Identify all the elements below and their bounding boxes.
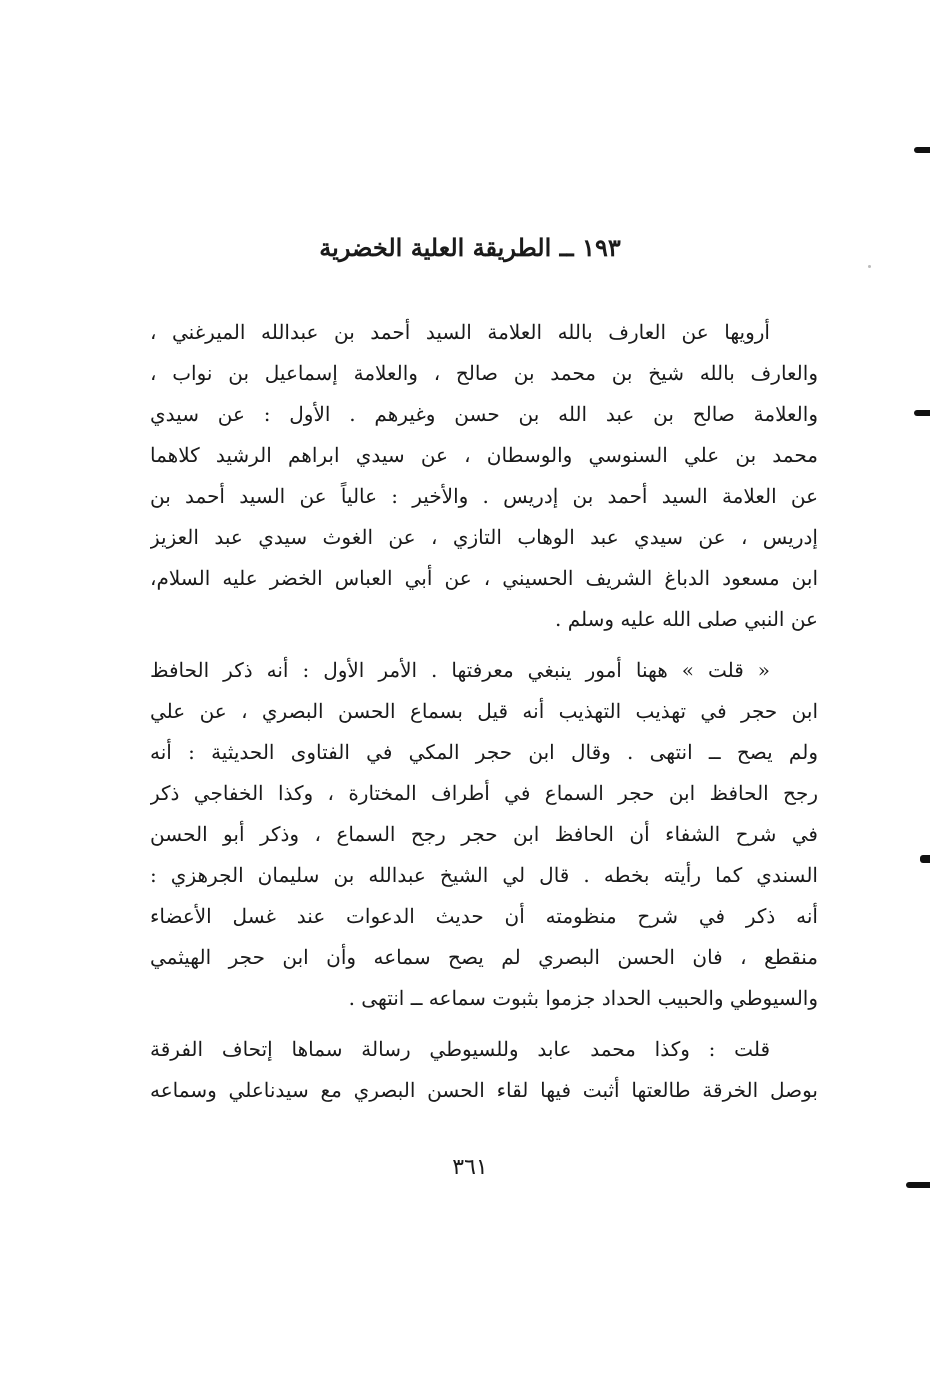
paragraph-chain-of-narration	[150, 312, 818, 640]
text-line: والعارف بالله شيخ بن محمد بن صالح ، والعلامة إسماعيل بن نواب ،	[150, 361, 818, 385]
text-line: منقطع ، فان الحسن البصري لم يصح سماعه وأن ابن حجر الهيثمي	[150, 945, 818, 969]
text-line: أرويها عن العارف بالله العلامة السيد أحمد بن عبدالله الميرغني ،	[150, 320, 770, 344]
paragraph-ithaf-al-firqa	[150, 1029, 818, 1111]
scan-edge-mark	[920, 855, 930, 863]
scan-edge-mark	[914, 147, 930, 153]
page-body	[150, 312, 818, 1111]
text-line: قلت : وكذا محمد عابد وللسيوطي رسالة سماها إتحاف الفرقة	[150, 1037, 771, 1061]
text-line: بوصل الخرقة طالعتها أثبت فيها لقاء الحسن البصري مع سيدناعلي وسماعه	[150, 1078, 818, 1102]
text-line: عن النبي صلى الله عليه وسلم .	[555, 607, 818, 631]
scan-edge-mark	[906, 1182, 930, 1188]
text-line: عن العلامة السيد أحمد بن إدريس . والأخير : عالياً عن السيد أحمد بن	[150, 484, 818, 508]
text-line: السندي كما رأيته بخطه . قال لي الشيخ عبدالله بن سليمان الجرهزي :	[150, 863, 818, 887]
text-line: ولم يصح ــ انتهى . وقال ابن حجر المكي في الفتاوى الحديثية : أنه	[150, 740, 818, 764]
text-line: ابن حجر في تهذيب التهذيب أنه قيل بسماع الحسن البصري ، عن علي	[150, 699, 818, 723]
text-line: محمد بن علي السنوسي والوسطان ، عن سيدي ابراهم الرشيد كلاهما	[150, 443, 818, 467]
text-line: أنه ذكر في شرح منظومته أن حديث الدعوات عند غسل الأعضاء	[150, 904, 818, 928]
text-line: ابن مسعود الدباغ الشريف الحسيني ، عن أبي العباس الخضر عليه السلام،	[150, 566, 818, 590]
text-line: والعلامة صالح بن عبد الله بن حسن وغيرهم . الأول : عن سيدي	[150, 402, 818, 426]
page-number: ٣٦١	[452, 1155, 488, 1180]
scan-edge-mark	[914, 410, 930, 416]
text-line: « قلت » ههنا أمور ينبغي معرفتها . الأمر الأول : أنه ذكر الحافظ	[150, 658, 770, 682]
text-line: والسيوطي والحبيب الحداد جزموا بثبوت سماعه ــ انتهى .	[348, 986, 818, 1010]
text-line: رجح الحافظ ابن حجر السماع في أطراف المختارة ، وكذا الخفاجي ذكر	[150, 781, 818, 805]
scan-speck	[868, 265, 871, 268]
text-line: إدريس ، عن سيدي عبد الوهاب التازي ، عن الغوث سيدي عبد العزيز	[150, 525, 818, 549]
section-heading: ١٩٣ ــ الطريقة العلية الخضرية	[319, 233, 621, 262]
text-line: في شرح الشفاء أن الحافظ ابن حجر رجح السماع ، وذكر أبو الحسن	[150, 822, 818, 846]
paragraph-qult-notes	[150, 650, 818, 1019]
